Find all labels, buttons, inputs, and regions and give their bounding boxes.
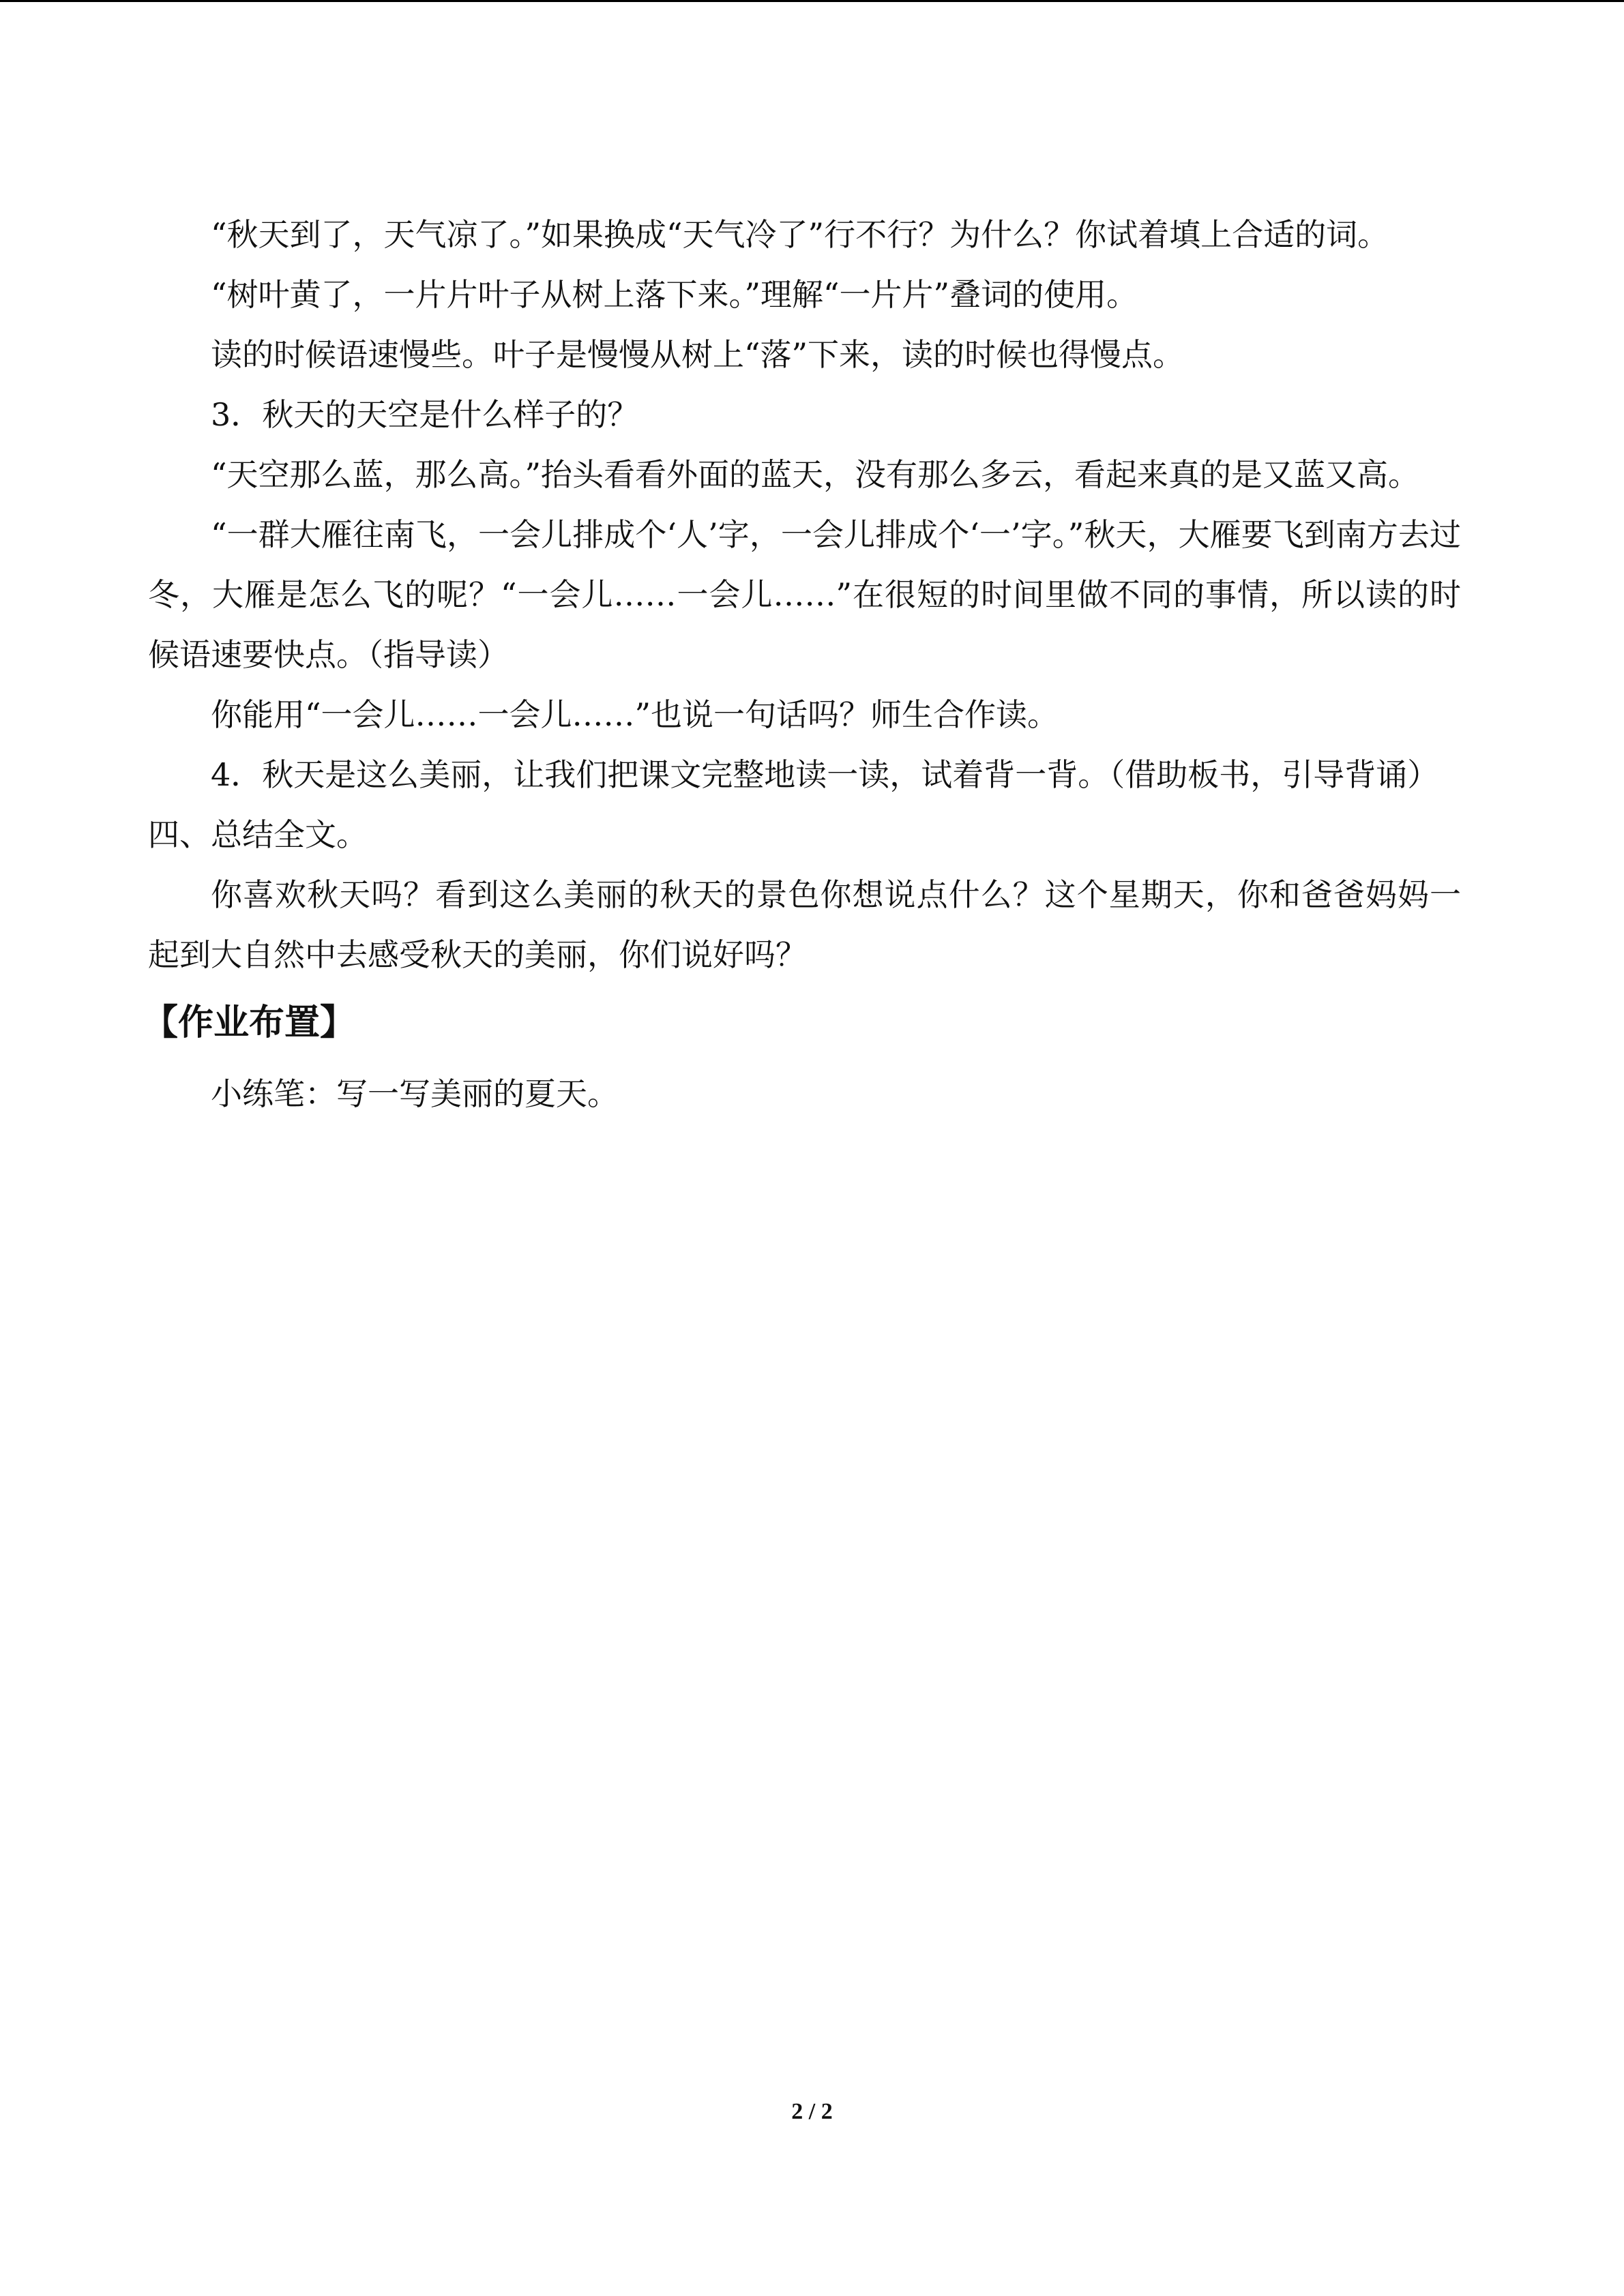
paragraph-read-slowly: 读的时候语速慢些。叶子是慢慢从树上“落”下来，读的时候也得慢点。 [211, 336, 1185, 373]
page-top-border [0, 0, 1624, 2]
paragraph-summary: 你喜欢秋天吗？看到这么美丽的秋天的景色你想说点什么？这个星期天，你和爸爸妈妈一起到大自然中去感受秋天的美丽，你们说好吗？ [148, 876, 1461, 973]
paragraph-question-3: 3．秋天的天空是什么样子的？ [211, 396, 639, 433]
homework-text: 小练笔：写一写美丽的夏天。 [211, 1075, 619, 1112]
paragraph-leaves-falling: “树叶黄了，一片片叶子从树上落下来。”理解“一片片”叠词的使用。 [211, 276, 1138, 313]
section-summary-heading: 四、总结全文。 [148, 816, 368, 853]
paragraph-autumn-cool: “秋天到了，天气凉了。”如果换成“天气冷了”行不行？为什么？你试着填上合适的词。 [211, 216, 1389, 253]
paragraph-blue-sky: “天空那么蓝，那么高。”抬头看看外面的蓝天，没有那么多云，看起来真的是又蓝又高。 [211, 456, 1420, 493]
paragraph-wild-geese: “一群大雁往南飞，一会儿排成个‘人’字，一会儿排成个‘一’字。”秋天，大雁要飞到南方去过冬，大雁是怎么飞的呢？“一会儿……一会儿……”在很短的时间里做不同的事情，所以读的时候语速要快点。（指导读） [148, 516, 1461, 673]
paragraph-question-4: 4．秋天是这么美丽，让我们把课文完整地读一读，试着背一背。（借助板书，引导背诵） [211, 756, 1439, 793]
document-page [143, 205, 1461, 1124]
paragraph-make-sentence: 你能用“一会儿……一会儿……”也说一句话吗？师生合作读。 [211, 696, 1059, 733]
homework-heading: 【作业布置】 [143, 1002, 356, 1043]
page-number: 2 / 2 [791, 2099, 833, 2124]
